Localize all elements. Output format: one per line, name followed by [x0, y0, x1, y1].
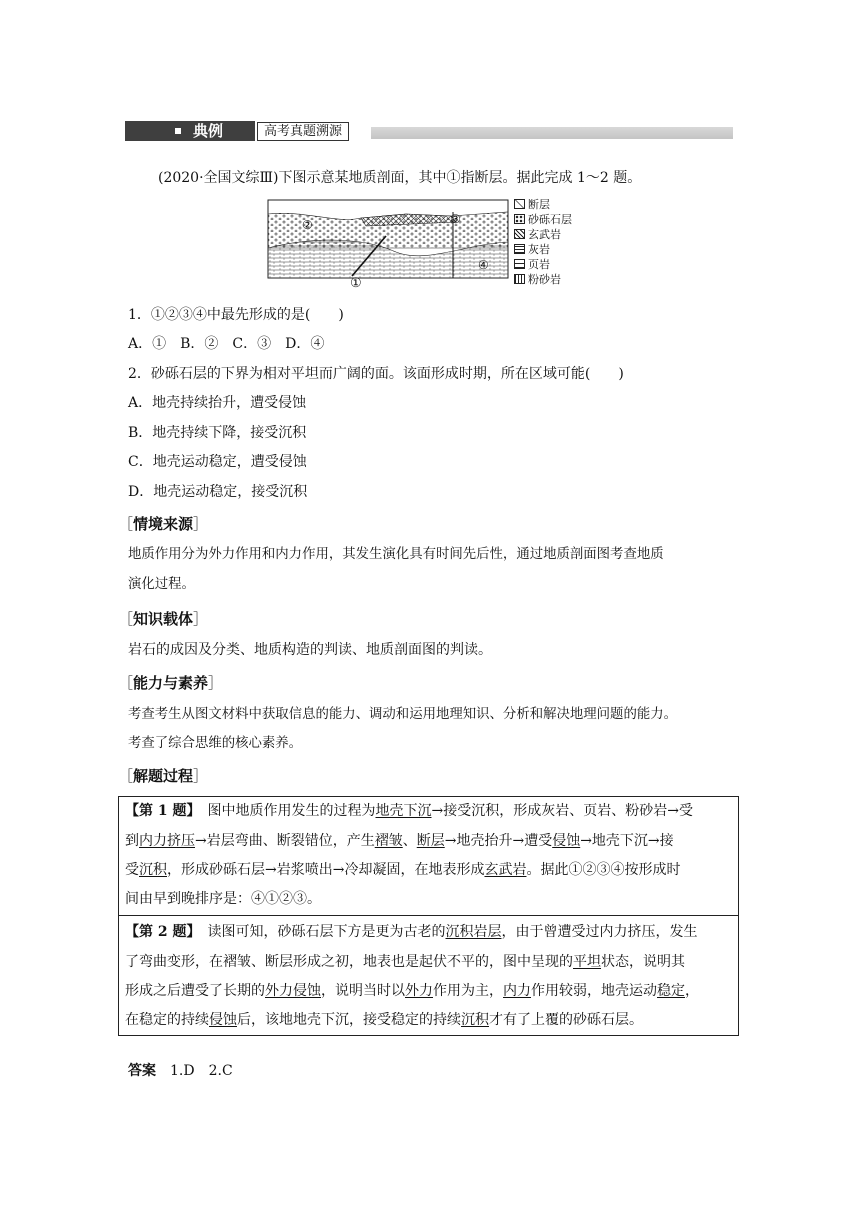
legend-siltstone: 粉砂岩: [514, 273, 561, 287]
legend-limestone: 灰岩: [514, 243, 550, 257]
solution-1-line-3: 受沉积，形成砂砾石层→岩浆喷出→冷却凝固，在地表形成玄武岩。据此①②③④按形成时: [125, 862, 681, 878]
heading-ability: ［能力与素养］: [118, 674, 224, 692]
basalt-swatch-icon: [514, 229, 525, 239]
question-1-stem: 1．①②③④中最先形成的是( ): [128, 307, 344, 323]
heading-source: ［情境来源］: [118, 515, 209, 533]
geologic-section-figure: [266, 196, 586, 292]
solution-table: [118, 796, 739, 1036]
answer-label: 答案: [128, 1063, 156, 1079]
square-bullet-icon: [175, 128, 181, 134]
limestone-swatch-icon: [514, 244, 525, 254]
question-2-stem: 2．砂砾石层的下界为相对平坦而广阔的面。该面形成时期，所在区域可能( ): [128, 366, 624, 382]
banner-tag: 典例: [193, 122, 224, 140]
section-drawing: [266, 196, 511, 292]
siltstone-swatch-icon: [514, 274, 525, 284]
gravel-swatch-icon: [514, 214, 525, 224]
question-1-options: A．① B．② C．③ D．④: [128, 336, 325, 352]
solution-divider: [119, 915, 738, 916]
fault-swatch-icon: [514, 199, 525, 209]
banner-gray-bar: [371, 127, 733, 139]
question-2-option-c: C．地壳运动稳定，遭受侵蚀: [128, 454, 307, 470]
mark-2: ②: [302, 218, 313, 232]
solution-1-line-2: 到内力挤压→岩层弯曲、断裂错位，产生褶皱、断层→地壳抬升→遭受侵蚀→地壳下沉→接: [125, 833, 674, 849]
ability-text-line-1: 考查考生从图文材料中获取信息的能力、调动和运用地理知识、分析和解决地理问题的能力。: [128, 707, 678, 722]
answer-line: [128, 1061, 233, 1081]
heading-process: ［解题过程］: [118, 767, 209, 785]
legend-fault: 断层: [514, 198, 550, 212]
legend-gravel: 砂砾石层: [514, 213, 572, 227]
knowledge-text: 岩石的成因及分类、地质构造的判读、地质剖面图的判读。: [128, 642, 492, 658]
shale-swatch-icon: [514, 259, 525, 269]
mark-1: ①: [350, 276, 362, 291]
banner-subtitle: 高考真题溯源: [257, 122, 349, 141]
mark-4: ④: [478, 258, 489, 272]
banner-dark-block: [125, 121, 255, 141]
solution-2-line-1: 【第 2 题】 读图可知，砂砾石层下方是更为古老的沉积岩层，由于曾遭受过内力挤压，发生: [125, 924, 698, 940]
solution-1-line-1: 【第 1 题】 图中地质作用发生的过程为地壳下沉→接受沉积，形成灰岩、页岩、粉砂岩→受: [125, 803, 693, 819]
legend-shale: 页岩: [514, 258, 550, 272]
source-text-line-2: 演化过程。: [128, 577, 195, 592]
mark-3: ③: [450, 212, 461, 226]
question-2-option-b: B．地壳持续下降，接受沉积: [128, 425, 307, 441]
solution-2-line-4: 在稳定的持续侵蚀后，该地地壳下沉，接受稳定的持续沉积才有了上覆的砂砾石层。: [125, 1012, 643, 1028]
heading-knowledge: ［知识载体］: [118, 610, 209, 628]
intro-text: (2020·全国文综Ⅲ)下图示意某地质剖面，其中①指断层。据此完成 1～2 题。: [158, 170, 642, 186]
legend-basalt: 玄武岩: [514, 228, 561, 242]
answer-value: 1.D 2.C: [170, 1063, 233, 1079]
solution-1-line-4: 间由早到晚排序是：④①②③。: [125, 891, 321, 907]
question-2-option-d: D．地壳运动稳定，接受沉积: [128, 484, 308, 500]
solution-2-line-3: 形成之后遭受了长期的外力侵蚀，说明当时以外力作用为主，内力作用较弱，地壳运动稳定，: [125, 983, 699, 999]
section-banner: [125, 121, 733, 141]
ability-text-line-2: 考查了综合思维的核心素养。: [128, 736, 303, 751]
solution-2-line-2: 了弯曲变形，在褶皱、断层形成之初，地表也是起伏不平的，图中呈现的平坦状态，说明其: [125, 954, 685, 970]
question-2-option-a: A．地壳持续抬升，遭受侵蚀: [128, 395, 307, 411]
source-text-line-1: 地质作用分为外力作用和内力作用，其发生演化具有时间先后性，通过地质剖面图考查地质: [128, 547, 664, 562]
